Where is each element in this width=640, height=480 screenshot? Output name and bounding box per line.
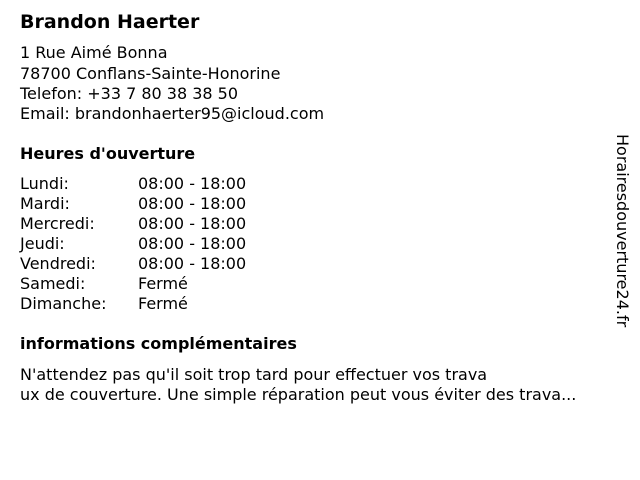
day-label: Samedi: bbox=[20, 274, 86, 293]
day-hours: Fermé bbox=[138, 294, 188, 313]
day-label: Vendredi: bbox=[20, 254, 96, 273]
day-hours: Fermé bbox=[138, 274, 188, 293]
day-hours: 08:00 - 18:00 bbox=[138, 254, 247, 273]
day-label: Jeudi: bbox=[20, 234, 65, 253]
opening-hours-heading: Heures d'ouverture bbox=[20, 144, 196, 163]
day-label: Lundi: bbox=[20, 174, 69, 193]
day-hours: 08:00 - 18:00 bbox=[138, 174, 247, 193]
day-label: Mardi: bbox=[20, 194, 70, 213]
site-watermark-text: Horairesdouverture24.fr bbox=[613, 134, 632, 328]
additional-info-line-2: ux de couverture. Une simple réparation peut vous éviter des trava... bbox=[20, 385, 577, 404]
site-watermark bbox=[612, 134, 634, 346]
day-label: Dimanche: bbox=[20, 294, 107, 313]
additional-info-heading: informations complémentaires bbox=[20, 334, 297, 353]
day-label: Mercredi: bbox=[20, 214, 95, 233]
day-hours: 08:00 - 18:00 bbox=[138, 194, 247, 213]
business-name: Brandon Haerter bbox=[20, 11, 200, 33]
day-hours: 08:00 - 18:00 bbox=[138, 234, 247, 253]
email-address[interactable]: Email: brandonhaerter95@icloud.com bbox=[20, 104, 325, 123]
address-line-1: 1 Rue Aimé Bonna bbox=[20, 43, 168, 62]
address-line-2: 78700 Conflans-Sainte-Honorine bbox=[20, 64, 281, 83]
phone-number[interactable]: Telefon: +33 7 80 38 38 50 bbox=[20, 84, 239, 103]
additional-info-line-1: N'attendez pas qu'il soit trop tard pour effectuer vos trava bbox=[20, 365, 488, 384]
day-hours: 08:00 - 18:00 bbox=[138, 214, 247, 233]
